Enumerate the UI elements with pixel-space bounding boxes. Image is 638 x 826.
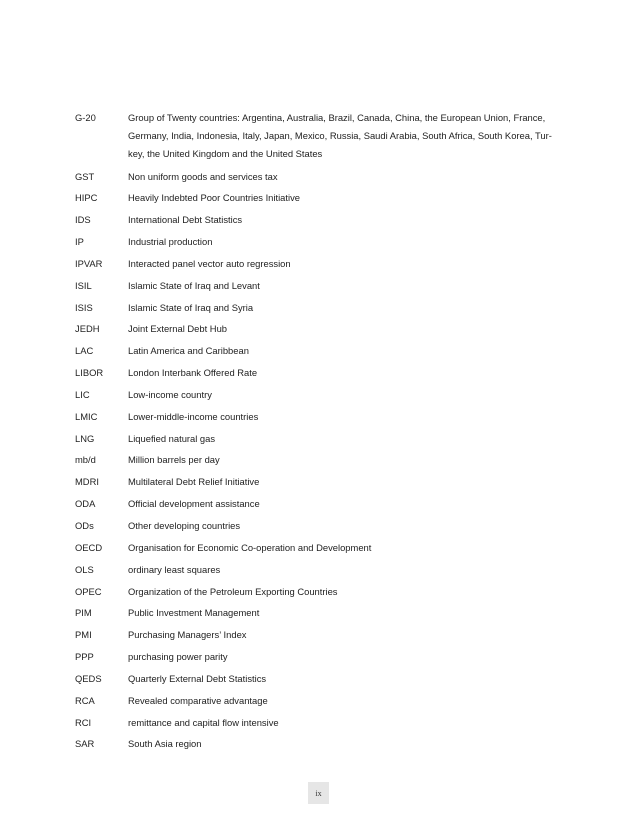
abbreviation-row [75, 692, 555, 710]
abbreviation-term: LIC [75, 388, 90, 400]
abbreviation-term: ODA [75, 498, 96, 510]
abbreviation-row [75, 189, 555, 207]
abbreviation-definition: Purchasing Managers’ Index [128, 629, 247, 641]
abbreviation-definition: Million barrels per day [128, 454, 220, 466]
abbreviation-term: IDS [75, 214, 91, 226]
abbreviation-term: GST [75, 170, 95, 182]
abbreviation-term: MDRI [75, 476, 99, 488]
abbreviation-term: LNG [75, 432, 95, 444]
abbreviation-row [75, 670, 555, 688]
abbreviation-term: ODs [75, 520, 94, 531]
abbreviation-term: RCI [75, 716, 92, 728]
abbreviation-definition: purchasing power parity [128, 651, 228, 663]
abbreviation-definition: Latin America and Caribbean [128, 345, 249, 357]
abbreviation-row [75, 255, 555, 273]
abbreviation-definition: South Asia region [128, 738, 202, 750]
abbreviation-definition: Public Investment Management [128, 607, 260, 619]
abbreviation-definition: Liquefied natural gas [128, 432, 216, 444]
abbreviation-row [75, 109, 555, 163]
abbreviation-definition: International Debt Statistics [128, 214, 243, 226]
abbreviation-row [75, 408, 555, 426]
abbreviation-row [75, 539, 555, 557]
abbreviation-definition: Organization of the Petroleum Exporting Countries [128, 585, 338, 597]
abbreviation-definition: London Interbank Offered Rate [128, 367, 258, 379]
abbreviation-term: OLS [75, 563, 94, 575]
abbreviation-definition: Multilateral Debt Relief Initiative [128, 476, 260, 488]
abbreviation-definition: Official development assistance [128, 498, 260, 510]
abbreviation-term: OPEC [75, 585, 102, 597]
page-number: ix [308, 782, 329, 804]
abbreviation-term: IPVAR [75, 257, 103, 269]
abbreviation-term: LAC [75, 345, 94, 357]
abbreviation-term: SAR [75, 738, 95, 750]
abbreviation-row [75, 320, 555, 338]
abbreviation-term: LIBOR [75, 367, 104, 379]
abbreviation-row [75, 495, 555, 513]
abbreviation-row [75, 168, 555, 186]
abbreviation-term: ISIL [75, 279, 92, 291]
abbreviation-term: ISIS [75, 301, 93, 313]
abbreviation-term: HIPC [75, 192, 98, 204]
abbreviation-definition: Group of Twenty countries: Argentina, Australia, Brazil, Canada, China, the European Union, France, Germany, India, Indonesia, Italy, Japan, Mexico, Russia, Saudi Arabia, South Africa, South Korea, Tur- key, the United Kingdom and the United States [128, 112, 552, 159]
abbreviation-definition: Revealed comparative advantage [128, 694, 268, 706]
abbreviation-row [75, 583, 555, 601]
abbreviation-row [75, 277, 555, 295]
abbreviation-row [75, 451, 555, 469]
abbreviation-definition: Islamic State of Iraq and Syria [128, 301, 254, 313]
abbreviation-term: OECD [75, 541, 103, 553]
abbreviation-row [75, 473, 555, 491]
abbreviation-term: LMIC [75, 410, 98, 422]
abbreviation-definition: ordinary least squares [128, 563, 221, 575]
abbreviation-term: IP [75, 236, 84, 248]
abbreviation-term: PMI [75, 629, 92, 641]
abbreviation-term: JEDH [75, 323, 100, 335]
abbreviation-definition: Lower-middle-income countries [128, 410, 259, 422]
abbreviation-term: G-20 [75, 112, 96, 123]
abbreviation-term: PIM [75, 607, 92, 619]
abbreviation-row [75, 517, 555, 535]
abbreviation-definition: Islamic State of Iraq and Levant [128, 279, 260, 291]
abbreviation-row [75, 648, 555, 666]
abbreviation-definition: Non uniform goods and services tax [128, 170, 278, 182]
abbreviation-definition: Heavily Indebted Poor Countries Initiative [128, 192, 300, 204]
abbreviation-term: PPP [75, 651, 94, 663]
abbreviation-row [75, 604, 555, 622]
abbreviation-term: RCA [75, 694, 95, 706]
abbreviation-row [75, 714, 555, 732]
abbreviation-term: QEDS [75, 672, 102, 684]
abbreviation-definition: remittance and capital flow intensive [128, 716, 279, 728]
abbreviation-row [75, 561, 555, 579]
abbreviation-list [75, 109, 555, 757]
abbreviation-definition: Joint External Debt Hub [128, 323, 228, 335]
abbreviation-definition: Other developing countries [128, 520, 241, 531]
abbreviation-definition: Quarterly External Debt Statistics [128, 672, 267, 684]
abbreviation-row [75, 233, 555, 251]
abbreviation-row [75, 430, 555, 448]
abbreviation-row [75, 342, 555, 360]
abbreviation-definition: Organisation for Economic Co-operation and Development [128, 541, 372, 553]
abbreviation-row [75, 626, 555, 644]
abbreviation-row [75, 299, 555, 317]
abbreviation-definition: Interacted panel vector auto regression [128, 257, 291, 269]
abbreviation-row [75, 386, 555, 404]
abbreviation-row [75, 211, 555, 229]
abbreviation-row [75, 735, 555, 753]
abbreviation-term: mb/d [75, 454, 96, 466]
abbreviation-definition: Low-income country [128, 388, 212, 400]
abbreviation-row [75, 364, 555, 382]
abbreviation-definition: Industrial production [128, 236, 213, 248]
